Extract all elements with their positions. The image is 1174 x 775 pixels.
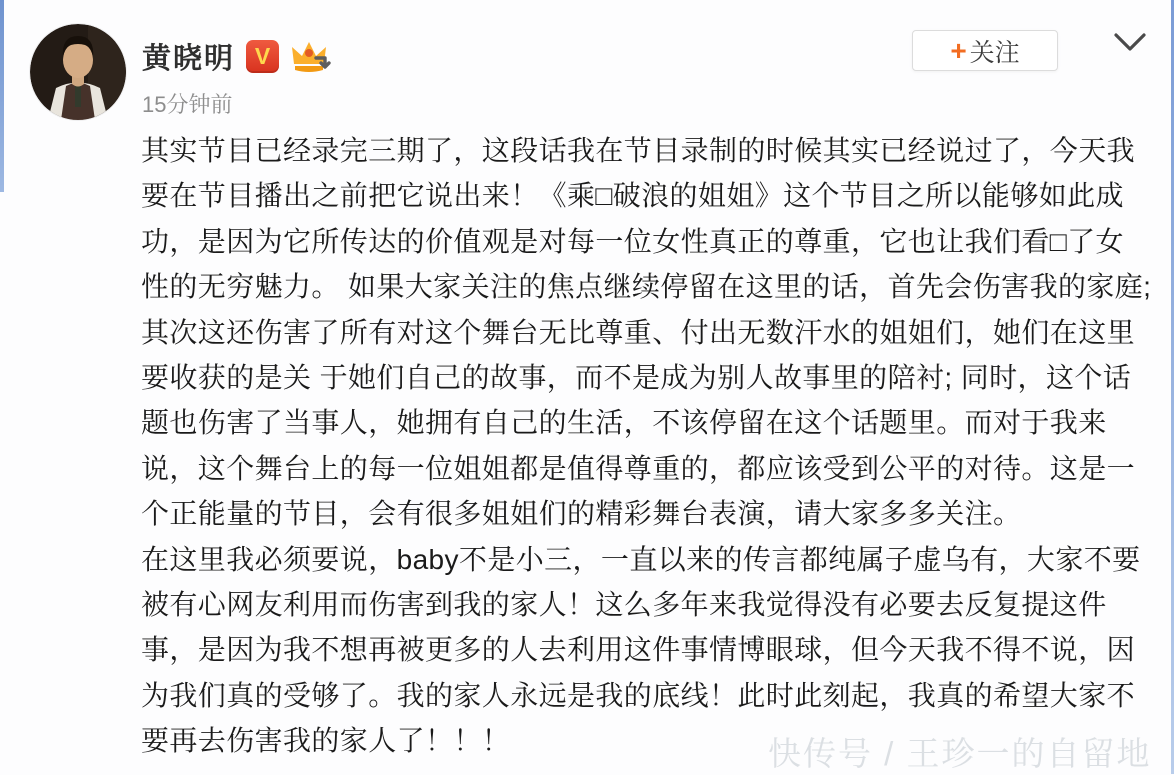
membership-crown-icon bbox=[290, 39, 332, 75]
verified-v-icon: V bbox=[246, 40, 279, 73]
content-line: 要收获的是关 于她们自己的故事，而不是成为别人故事里的陪衬; 同时，这个话 bbox=[141, 362, 1132, 394]
content-line: 个正能量的节目，会有很多姐姐们的精彩舞台表演，请大家多多关注。 bbox=[141, 498, 1022, 530]
follow-button-label: 关注 bbox=[969, 38, 1020, 67]
content-line: 事，是因为我不想再被更多的人去利用这件事情博眼球，但今天我不得不说，因 bbox=[141, 634, 1136, 666]
left-edge-border bbox=[0, 0, 4, 192]
content-line: 其次这还伤害了所有对这个舞台无比尊重、付出无数汗水的姐姐们，她们在这里 bbox=[141, 316, 1136, 348]
avatar-portrait bbox=[30, 24, 126, 120]
content-line: 性的无穷魅力。 如果大家关注的焦点继续停留在这里的话，首先会伤害我的家庭; bbox=[141, 271, 1152, 303]
content-line: 功，是因为它所传达的价值观是对每一位女性真正的尊重，它也让我们看□了女 bbox=[141, 225, 1124, 257]
content-line: 要再去伤害我的家人了！！！ bbox=[141, 725, 511, 757]
avatar[interactable] bbox=[30, 24, 126, 120]
post-content bbox=[141, 128, 1151, 764]
content-line: 在这里我必须要说，baby不是小三，一直以来的传言都纯属子虚乌有，大家不要 bbox=[141, 543, 1141, 575]
content-line: 为我们真的受够了。我的家人永远是我的底线！此时此刻起，我真的希望大家不 bbox=[141, 679, 1136, 711]
content-line: 被有心网友利用而伤害到我的家人！这么多年来我觉得没有必要去反复提这件 bbox=[141, 589, 1107, 621]
plus-icon: + bbox=[950, 34, 967, 66]
content-line: 要在节目播出之前把它说出来！《乘□破浪的姐姐》这个节目之所以能够如此成 bbox=[141, 180, 1124, 212]
content-line: 说，这个舞台上的每一位姐姐都是值得尊重的，都应该受到公平的对待。这是一 bbox=[141, 452, 1136, 484]
post-timestamp: 15分钟前 bbox=[142, 92, 233, 117]
chevron-down-icon[interactable] bbox=[1112, 30, 1148, 56]
watermark: 快传号 / 王珍一的自留地 bbox=[768, 735, 1152, 772]
follow-button[interactable] bbox=[912, 30, 1058, 71]
author-row bbox=[142, 36, 332, 77]
content-line: 其实节目已经录完三期了，这段话我在节目录制的时候其实已经说过了，今天我 bbox=[141, 135, 1136, 166]
content-line: 题也伤害了当事人，她拥有自己的生活，不该停留在这个话题里。而对于我来 bbox=[141, 407, 1107, 439]
author-name[interactable]: 黄晓明 bbox=[142, 43, 236, 75]
